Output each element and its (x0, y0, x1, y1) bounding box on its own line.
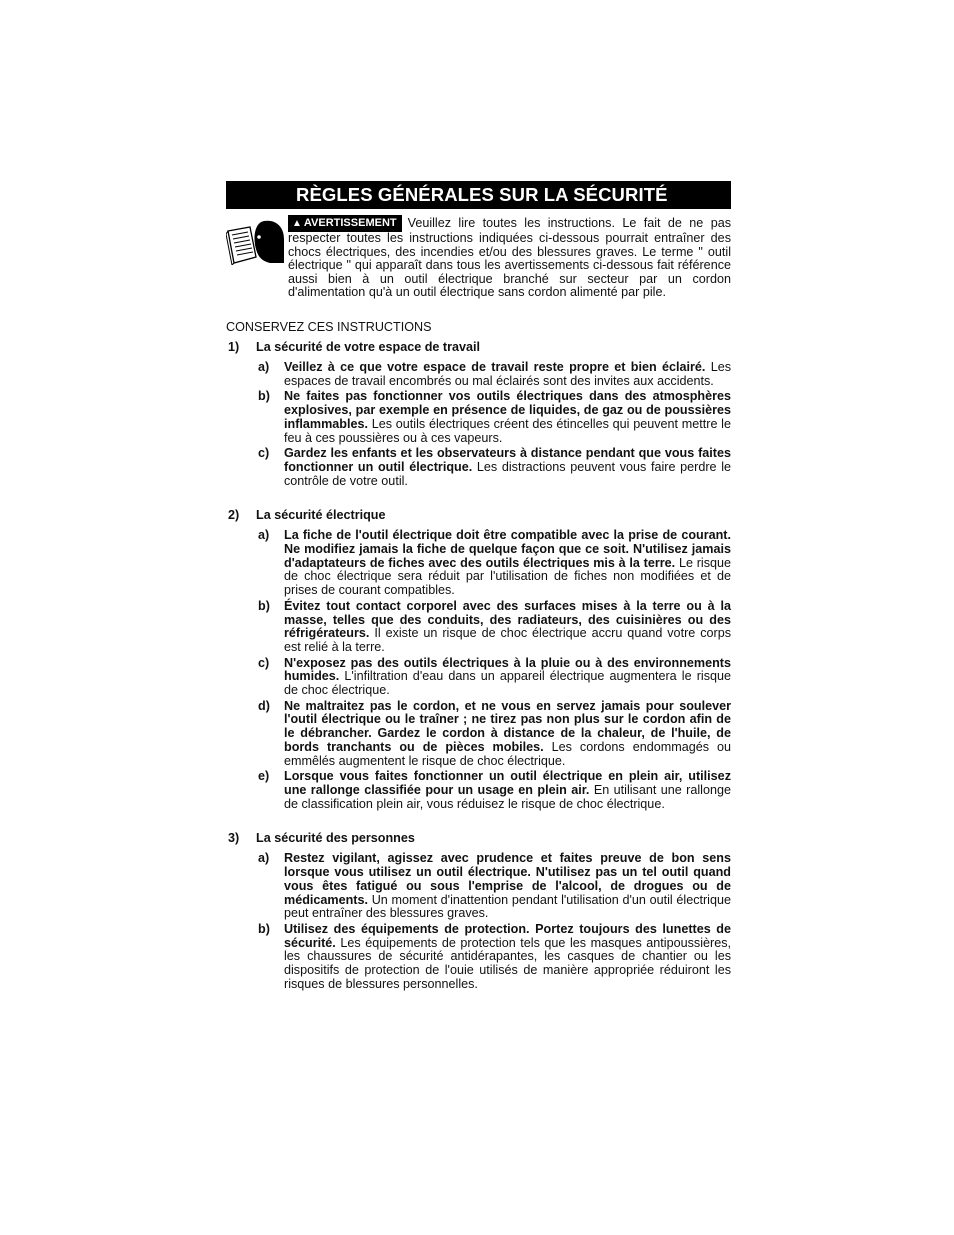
item-letter: c) (258, 655, 270, 670)
section-2 (226, 508, 731, 811)
instruction-item (226, 600, 731, 655)
section-title (226, 340, 731, 354)
instruction-item (226, 529, 731, 598)
instruction-item (226, 700, 731, 769)
item-bold-text: Gardez les enfants et les observateurs à distance pendant que vous faites fonctionner un outil électrique. (284, 446, 731, 474)
item-text: Il existe un risque de choc électrique accru quand votre corps est relié à la terre. (284, 626, 731, 654)
item-text: Les équipements de protection tels que les masques antipoussières, les chaussures de sécurité antidérapantes, les casques de chantier ou les dispositifs de protection de l'ouie utilisés de manière appropriée réduiront les risques de blessures personnelles. (284, 935, 731, 991)
read-manual-icon (226, 217, 286, 265)
item-text: Les distractions peuvent vous faire perdre le contrôle de votre outil. (284, 459, 731, 488)
item-text: Un moment d'inattention pendant l'utilisation d'un outil électrique peut entraîner des blessures graves. (284, 892, 731, 921)
instruction-item (226, 852, 731, 921)
item-letter: e) (258, 769, 270, 784)
item-bold-text: La fiche de l'outil électrique doit être compatible avec la prise de courant. Ne modifiez jamais la fiche de quelque façon que ce soit. N'utilisez jamais d'adaptateurs de fiches avec des outils électriques mis à la terre. (284, 528, 731, 570)
item-bold-text: N'exposez pas des outils électriques à la pluie ou à des environnements humides. (284, 655, 731, 684)
item-letter: a) (258, 851, 270, 866)
item-text: Les outils électriques créent des étincelles qui peuvent mettre le feu à ces poussières ou à ces vapeurs. (284, 416, 731, 445)
section-3 (226, 831, 731, 991)
warning-triangle-icon: ▲ (292, 218, 302, 229)
section-items (226, 361, 731, 488)
warning-text: Veuillez lire toutes les instructions. Le fait de ne pas respecter toutes les instructions indiquées ci-dessous pourrait entraîner des chocs électriques, des incendies et/ou des blessures graves. Le terme " outil électrique " qui apparaît dans tous les avertissements ci-dessous fait référence aussi bien à un outil électrique branché sur secteur par un cordon d'alimentation qu'à un outil électrique sans cordon alimenté par pile. (288, 216, 731, 299)
item-text: En utilisant une rallonge de classification plein air, vous réduisez le risque de choc électrique. (284, 782, 731, 811)
section-title (226, 831, 731, 845)
item-text: Les espaces de travail encombrés ou mal éclairés sont des invites aux accidents. (284, 360, 732, 388)
section-items (226, 852, 731, 991)
item-bold-text: Ne faites pas fonctionner vos outils électriques dans des atmosphères explosives, par exemple en présence de liquides, de gaz ou de poussières inflammables. (284, 389, 731, 431)
sections-container (226, 340, 731, 991)
item-bold-text: Lorsque vous faites fonctionner un outil électrique en plein air, utilisez une rallonge classifiée pour un usage en plein air. (284, 769, 731, 797)
instruction-item (226, 447, 731, 488)
item-text: Le risque de choc électrique sera réduit par l'utilisation de fiches non modifiées et de prises de courant compatibles. (284, 555, 731, 598)
section-1 (226, 340, 731, 488)
item-letter: a) (258, 528, 270, 543)
item-letter: a) (258, 360, 270, 374)
item-letter: b) (258, 598, 270, 613)
section-number: 1) (228, 340, 240, 354)
instruction-item (226, 657, 731, 698)
instruction-item (226, 770, 731, 811)
section-title (226, 508, 731, 522)
item-text: L'infiltration d'eau dans un appareil électrique augmentera le risque de choc électrique. (284, 669, 731, 698)
item-text: Les cordons endommagés ou emmêlés augmentent le risque de choc électrique. (284, 739, 731, 768)
conserve-instructions: CONSERVEZ CES INSTRUCTIONS (226, 320, 432, 334)
instruction-item (226, 361, 731, 388)
item-bold-text: Ne maltraitez pas le cordon, et ne vous en servez jamais pour soulever l'outil électrique ou le traîner ; ne tirez pas non plus sur le cordon afin de le débrancher. Gardez le cordon à distance de la chaleur, de l'huile, de bords tranchants ou de pièces mobiles. (284, 698, 731, 754)
item-bold-text: Restez vigilant, agissez avec prudence et faites preuve de bon sens lorsque vous utilisez un outil électrique. N'utilisez pas un tel outil quand vous êtes fatigué ou sous l'emprise de l'alcool, de drogues ou de médicaments. (284, 851, 731, 907)
warning-badge: ▲ AVERTISSEMENT (288, 215, 402, 232)
item-bold-text: Évitez tout contact corporel avec des surfaces mises à la terre ou à la masse, telles que des conduits, des radiateurs, des cuisinières ou des réfrigérateurs. (284, 598, 731, 641)
item-letter: b) (258, 921, 270, 936)
item-letter: b) (258, 389, 270, 404)
page-title: RÈGLES GÉNÉRALES SUR LA SÉCURITÉ (226, 181, 731, 209)
document-page (226, 181, 731, 993)
item-letter: d) (258, 698, 270, 713)
item-letter: c) (258, 446, 270, 461)
warning-text-block (288, 215, 731, 300)
item-bold-text: Utilisez des équipements de protection. Portez toujours des lunettes de sécurité. (284, 921, 731, 950)
section-number: 3) (228, 831, 240, 846)
instruction-item (226, 390, 731, 445)
section-items (226, 529, 731, 811)
section-heading: La sécurité des personnes (256, 831, 415, 846)
section-heading: La sécurité de votre espace de travail (256, 340, 481, 354)
item-bold-text: Veillez à ce que votre espace de travail reste propre et bien éclairé. (284, 360, 706, 374)
instruction-item (226, 923, 731, 992)
section-heading: La sécurité électrique (256, 508, 386, 523)
warning-block (226, 215, 731, 311)
section-number: 2) (228, 508, 240, 523)
